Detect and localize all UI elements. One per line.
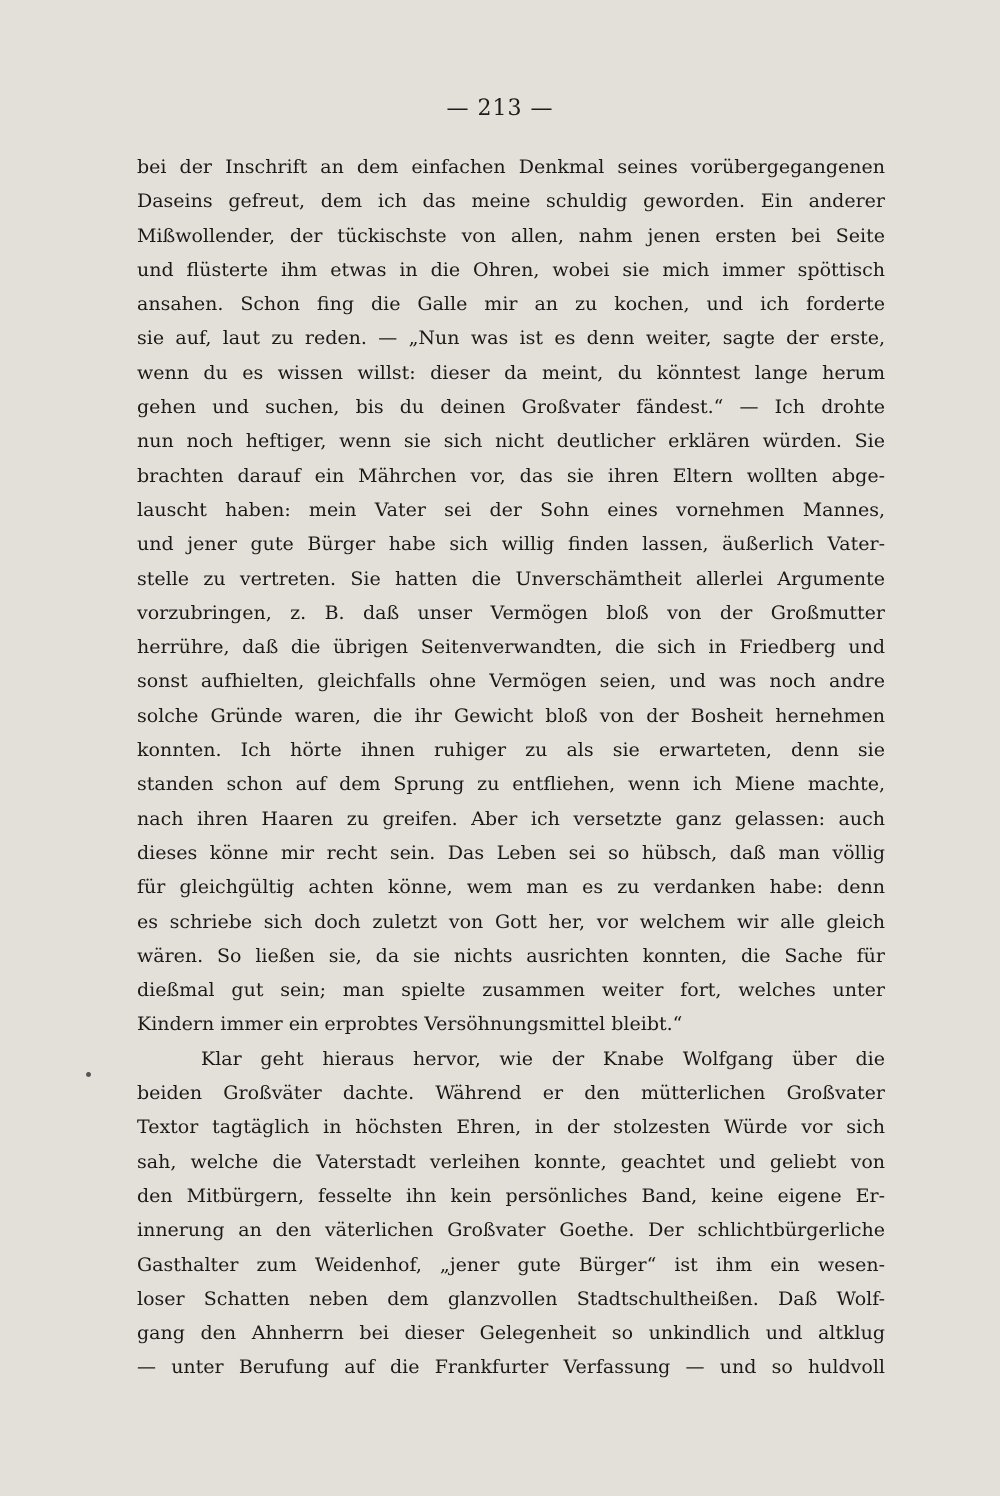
text-line: stelle zu vertreten. Sie hatten die Unverschämtheit allerlei Argumente [137, 567, 885, 590]
text-line: Daseins gefreut, dem ich das meine schuldig geworden. Ein anderer [137, 190, 885, 213]
text-line: innerung an den väterlichen Großvater Goethe. Der schlichtbürgerliche [137, 1219, 885, 1242]
text-line: loser Schatten neben dem glanzvollen Stadtschultheißen. Daß Wolf- [137, 1287, 885, 1310]
text-line: sie auf, laut zu reden. — „Nun was ist es denn weiter, sagte der erste, [137, 327, 885, 350]
text-line: sah, welche die Vaterstadt verleihen konnte, geachtet und geliebt von [137, 1150, 885, 1173]
text-line: Kindern immer ein erprobtes Versöhnungsmittel bleibt.“ [137, 1013, 683, 1036]
margin-mark [86, 1072, 91, 1077]
text-line: Gasthalter zum Weidenhof, „jener gute Bürger“ ist ihm ein wesen- [137, 1253, 885, 1276]
text-line: beiden Großväter dachte. Während er den mütterlichen Großvater [137, 1082, 885, 1105]
text-line: lauscht haben: mein Vater sei der Sohn eines vornehmen Mannes, [137, 498, 885, 521]
body-text [137, 150, 885, 1385]
text-line: standen schon auf dem Sprung zu entfliehen, wenn ich Miene machte, [137, 773, 885, 796]
text-line: Mißwollender, der tückischste von allen, nahm jenen ersten bei Seite [137, 224, 885, 247]
text-line: dießmal gut sein; man spielte zusammen weiter fort, welches unter [137, 979, 885, 1002]
text-line: konnten. Ich hörte ihnen ruhiger zu als sie erwarteten, denn sie [137, 739, 885, 762]
page-number: — 213 — [446, 96, 554, 121]
text-line: es schriebe sich doch zuletzt von Gott her, vor welchem wir alle gleich [137, 910, 885, 933]
text-line: vorzubringen, z. B. daß unser Vermögen bloß von der Großmutter [137, 601, 885, 624]
text-line: gang den Ahnherrn bei dieser Gelegenheit so unkindlich und altklug [137, 1322, 885, 1345]
text-line: herrühre, daß die übrigen Seitenverwandten, die sich in Friedberg und [137, 636, 885, 659]
text-line: ansahen. Schon fing die Galle mir an zu kochen, und ich forderte [137, 293, 885, 316]
text-line: wären. So ließen sie, da sie nichts ausrichten konnten, die Sache für [137, 944, 885, 967]
text-line: solche Gründe waren, die ihr Gewicht bloß von der Bosheit hernehmen [137, 704, 885, 727]
text-line: wenn du es wissen willst: dieser da meint, du könntest lange herum [137, 361, 885, 384]
text-line: und flüsterte ihm etwas in die Ohren, wobei sie mich immer spöttisch [137, 258, 885, 281]
text-line: den Mitbürgern, fesselte ihn kein persönliches Band, keine eigene Er- [137, 1184, 885, 1207]
text-line: nach ihren Haaren zu greifen. Aber ich versetzte ganz gelassen: auch [137, 807, 885, 830]
text-line: — unter Berufung auf die Frankfurter Verfassung — und so huldvoll [137, 1356, 885, 1379]
text-line: nun noch heftiger, wenn sie sich nicht deutlicher erklären würden. Sie [137, 430, 885, 453]
text-line: und jener gute Bürger habe sich willig finden lassen, äußerlich Vater- [137, 533, 885, 556]
text-line: dieses könne mir recht sein. Das Leben sei so hübsch, daß man völlig [137, 841, 885, 864]
text-line: gehen und suchen, bis du deinen Großvater fändest.“ — Ich drohte [137, 396, 885, 419]
text-line: bei der Inschrift an dem einfachen Denkmal seines vorübergegangenen [137, 156, 885, 178]
text-line: Klar geht hieraus hervor, wie der Knabe Wolfgang über die [201, 1047, 885, 1070]
text-line: sonst aufhielten, gleichfalls ohne Vermögen seien, und was noch andre [137, 670, 885, 693]
text-line: Textor tagtäglich in höchsten Ehren, in der stolzesten Würde vor sich [137, 1116, 885, 1139]
text-line: für gleichgültig achten könne, wem man es zu verdanken habe: denn [137, 876, 885, 899]
text-line: brachten darauf ein Mährchen vor, das sie ihren Eltern wollten abge- [137, 464, 885, 487]
